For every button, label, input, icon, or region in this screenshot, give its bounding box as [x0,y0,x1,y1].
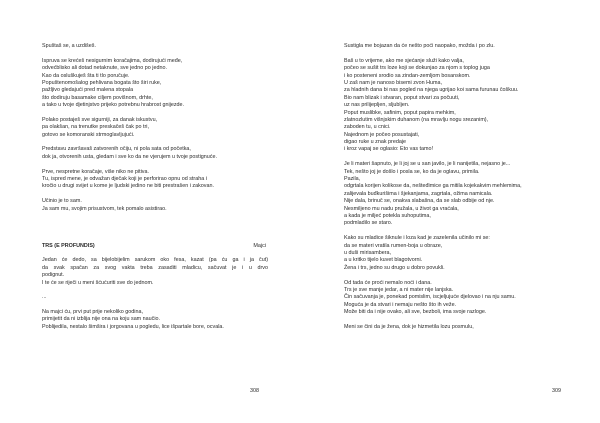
stanza-gap [344,316,570,323]
text-line: a kada je miljeć potekla suhoputima, [344,212,431,219]
text-line: digao ruke u znak predaje [344,139,407,146]
stanza-gap [42,302,268,309]
text-line: zalijevala buđkurišima i šjekanjama, zagrtala, ožima namicala. [344,190,493,197]
text-line [42,220,268,227]
text-line: primijetit da ni izblija nije ona na koju sam naučio. [42,316,161,323]
text-line: odvećblisko ali dotad netaknute, sve jedno po jedno. [42,65,167,72]
text-line: Može biti da i nije ovako, ali sve, bezboli, ima svoje razloge. [344,309,487,316]
text-line: Učinio je to sam. [42,198,82,205]
stanza-gap [42,110,268,117]
text-line: Čin sačuvanja je, ponekad pomislim, iscjeljujuće djelovao i na nju samu. [344,294,516,301]
text-line: Popuštenomošalog pehlivana bogata što širi ruke, [42,79,162,86]
text-line: da svak spačan za svog vakta treba zasaditi mladicu, sačuvat je i u drvo [42,264,268,271]
page-number-left: 308 [250,388,259,394]
text-line: I te će se riječi u meni šćućuriti sve do jednom. [42,279,154,286]
text-line: i ko posteneni srodio sa zindan-zemljom bosanskom. [344,72,471,79]
text-line: Je li materi šapnuto, je li joj se u san javilo, je li nanijetila, nejasno je... [344,161,511,168]
text-line: što dodiruju basamake ciljem povišnom, drhte, [42,94,153,101]
stanza-gap [42,287,268,294]
text-line: Poblijedila, nestalo šimšira i jorgovana u pogledu, lice išpartale bore, ocvala. [42,323,224,330]
text-line: Jedan će dedo, sa bijelobijelim sarukom oko fesa, kazat (pa ću ga i ja čut) [42,257,268,264]
right-page-text [344,43,570,331]
text-line: zlatnozlutim višnjskim duhanom (na mravlju nogu srezanim), [344,116,489,123]
text-line: a u kritko tijelo kuvet blagotvorni. [344,257,423,264]
text-line: Trs je sve manje jedar, a ni mater nije lanjska. [344,286,454,293]
right-page [300,0,600,423]
text-line: podmladilo se staro. [344,220,393,227]
poem-dedication: Majci [253,242,266,249]
text-line: dok ja, otvorenih usta, gledam i sve ko da ne vjerujem u tvoje postignuće. [42,153,217,160]
text-line: Poput muslibke, safinim, poput papira mehkim, [344,109,456,116]
text-line: Ja sam mu, svojim prisustvom, tek pomalo asistirao. [42,205,167,212]
text-line: Bio nam blizak i stvaran, poput stvari za počuuti, [344,94,460,101]
text-line: Sustigla me bojazan da će nešto poći naopako, možda i po zlu. [344,43,495,49]
text-line: za hladnih dana bi nas pogled na njega ugrijao koi sama furunau čoškuu. [344,87,519,94]
text-line: Baš u to vrijeme, ako me sjećanje služi kako valja, [344,57,464,64]
text-line: Nije dala, brinuč se, onakva slabašna, da se slab odbije od nje. [344,198,495,205]
stanza-gap [42,50,268,57]
text-line: počeo se sušit trs loze koji se dokunjao za njom s toplog juga [344,65,490,72]
text-line: pažljivo gledajući pred malena stopala [42,87,134,94]
text-line: ... [42,294,47,301]
stanza-gap [344,50,570,57]
text-line: U zaš nam je nanoso bisemi zvon Huma, [344,79,442,86]
text-line [42,228,268,235]
text-line: Nesmiljeno mu nadu pružala, u život ga vraćala, [344,205,459,212]
page-number-right: 309 [552,388,561,394]
text-line: Kao da osluškuješ šta ti tlo poručuje. [42,72,130,79]
stanza-gap [344,154,570,161]
text-line: uz nas prilijepljen, sljubljen. [344,102,410,109]
text-line: podignut. [42,272,65,279]
text-line: odgrtala korijen kolikose da, nešteđimice ga mitila kojekakvim mehlemima, [344,183,522,190]
text-line: Od tada će proći nemalo noći i dana. [344,279,432,286]
text-line: Na majci ću, prvi put prije nekoliko godina, [42,309,143,316]
text-line: Meni se čini da je žena, dok je hizmetila lozu posmulu, [344,323,474,330]
text-line: Kako su mladice šiknule i loza kad je zazelenila učinilo mi se: [344,235,490,242]
text-line: Tu, ispred mene, je odvažan dječak koji je perforirao opnu od straha i [42,176,207,183]
stanza-gap [344,272,570,279]
text-line: pa olakšan, na trenutke preskačeš čak po tri, [42,124,149,131]
stanza-gap [42,213,268,220]
text-line: Pazila, [344,176,361,183]
text-line: kročio u drugi svijet u kome je ljudski jedino ne biti prestrašen i zakovan. [42,183,214,190]
stanza-gap [42,250,268,257]
text-line: u duši mirisambera, [344,249,392,256]
text-line: Prve, nespretne koračaje, više niko ne pitiva. [42,168,149,175]
text-line: Moguća je da stvari i nemaju nešto što ih veže. [344,301,457,308]
text-line: zaboden tu, u cnici. [344,124,391,131]
text-line: Predstavu završavaš zatvorenih očiju, ni pola sata od početka, [42,146,191,153]
text-line: Najednom je počeo posustajati, [344,131,420,138]
text-line: a tako u tvoje djetinjstvo prijeko potrebnu hrabrost gnijezde. [42,102,185,109]
text-line: Spuštaš se, a uzdišeš. [42,43,96,49]
left-page-text [42,43,268,331]
poem-title: TRS (E PROFUNDIS) [42,242,95,249]
stanza-gap [42,191,268,198]
stanza-gap [344,228,570,235]
text-line: gotovo se komoranski strmoglavljujući. [42,131,135,138]
stanza-gap [42,161,268,168]
text-line: Polako postaješ sve sigurniji, za danak iskustvu, [42,116,158,123]
text-line: Žena i trs, jedno su drugo u dobro povukli. [344,264,445,271]
stanza-gap [42,235,268,242]
text-line: i kroz vapaj se oglasio: Eto vas tamo! [344,146,433,153]
text-line: Ispruva se krećeš nesigurnim koračajima, dodirujući međe, [42,57,183,64]
text-line: Tek, nešto joj je došlo i posla se, ko da je oglavu, primila. [344,168,480,175]
text-line: da se materi vratila rumen-boja u obraze, [344,242,443,249]
poem-title-row [42,243,268,250]
stanza-gap [42,139,268,146]
